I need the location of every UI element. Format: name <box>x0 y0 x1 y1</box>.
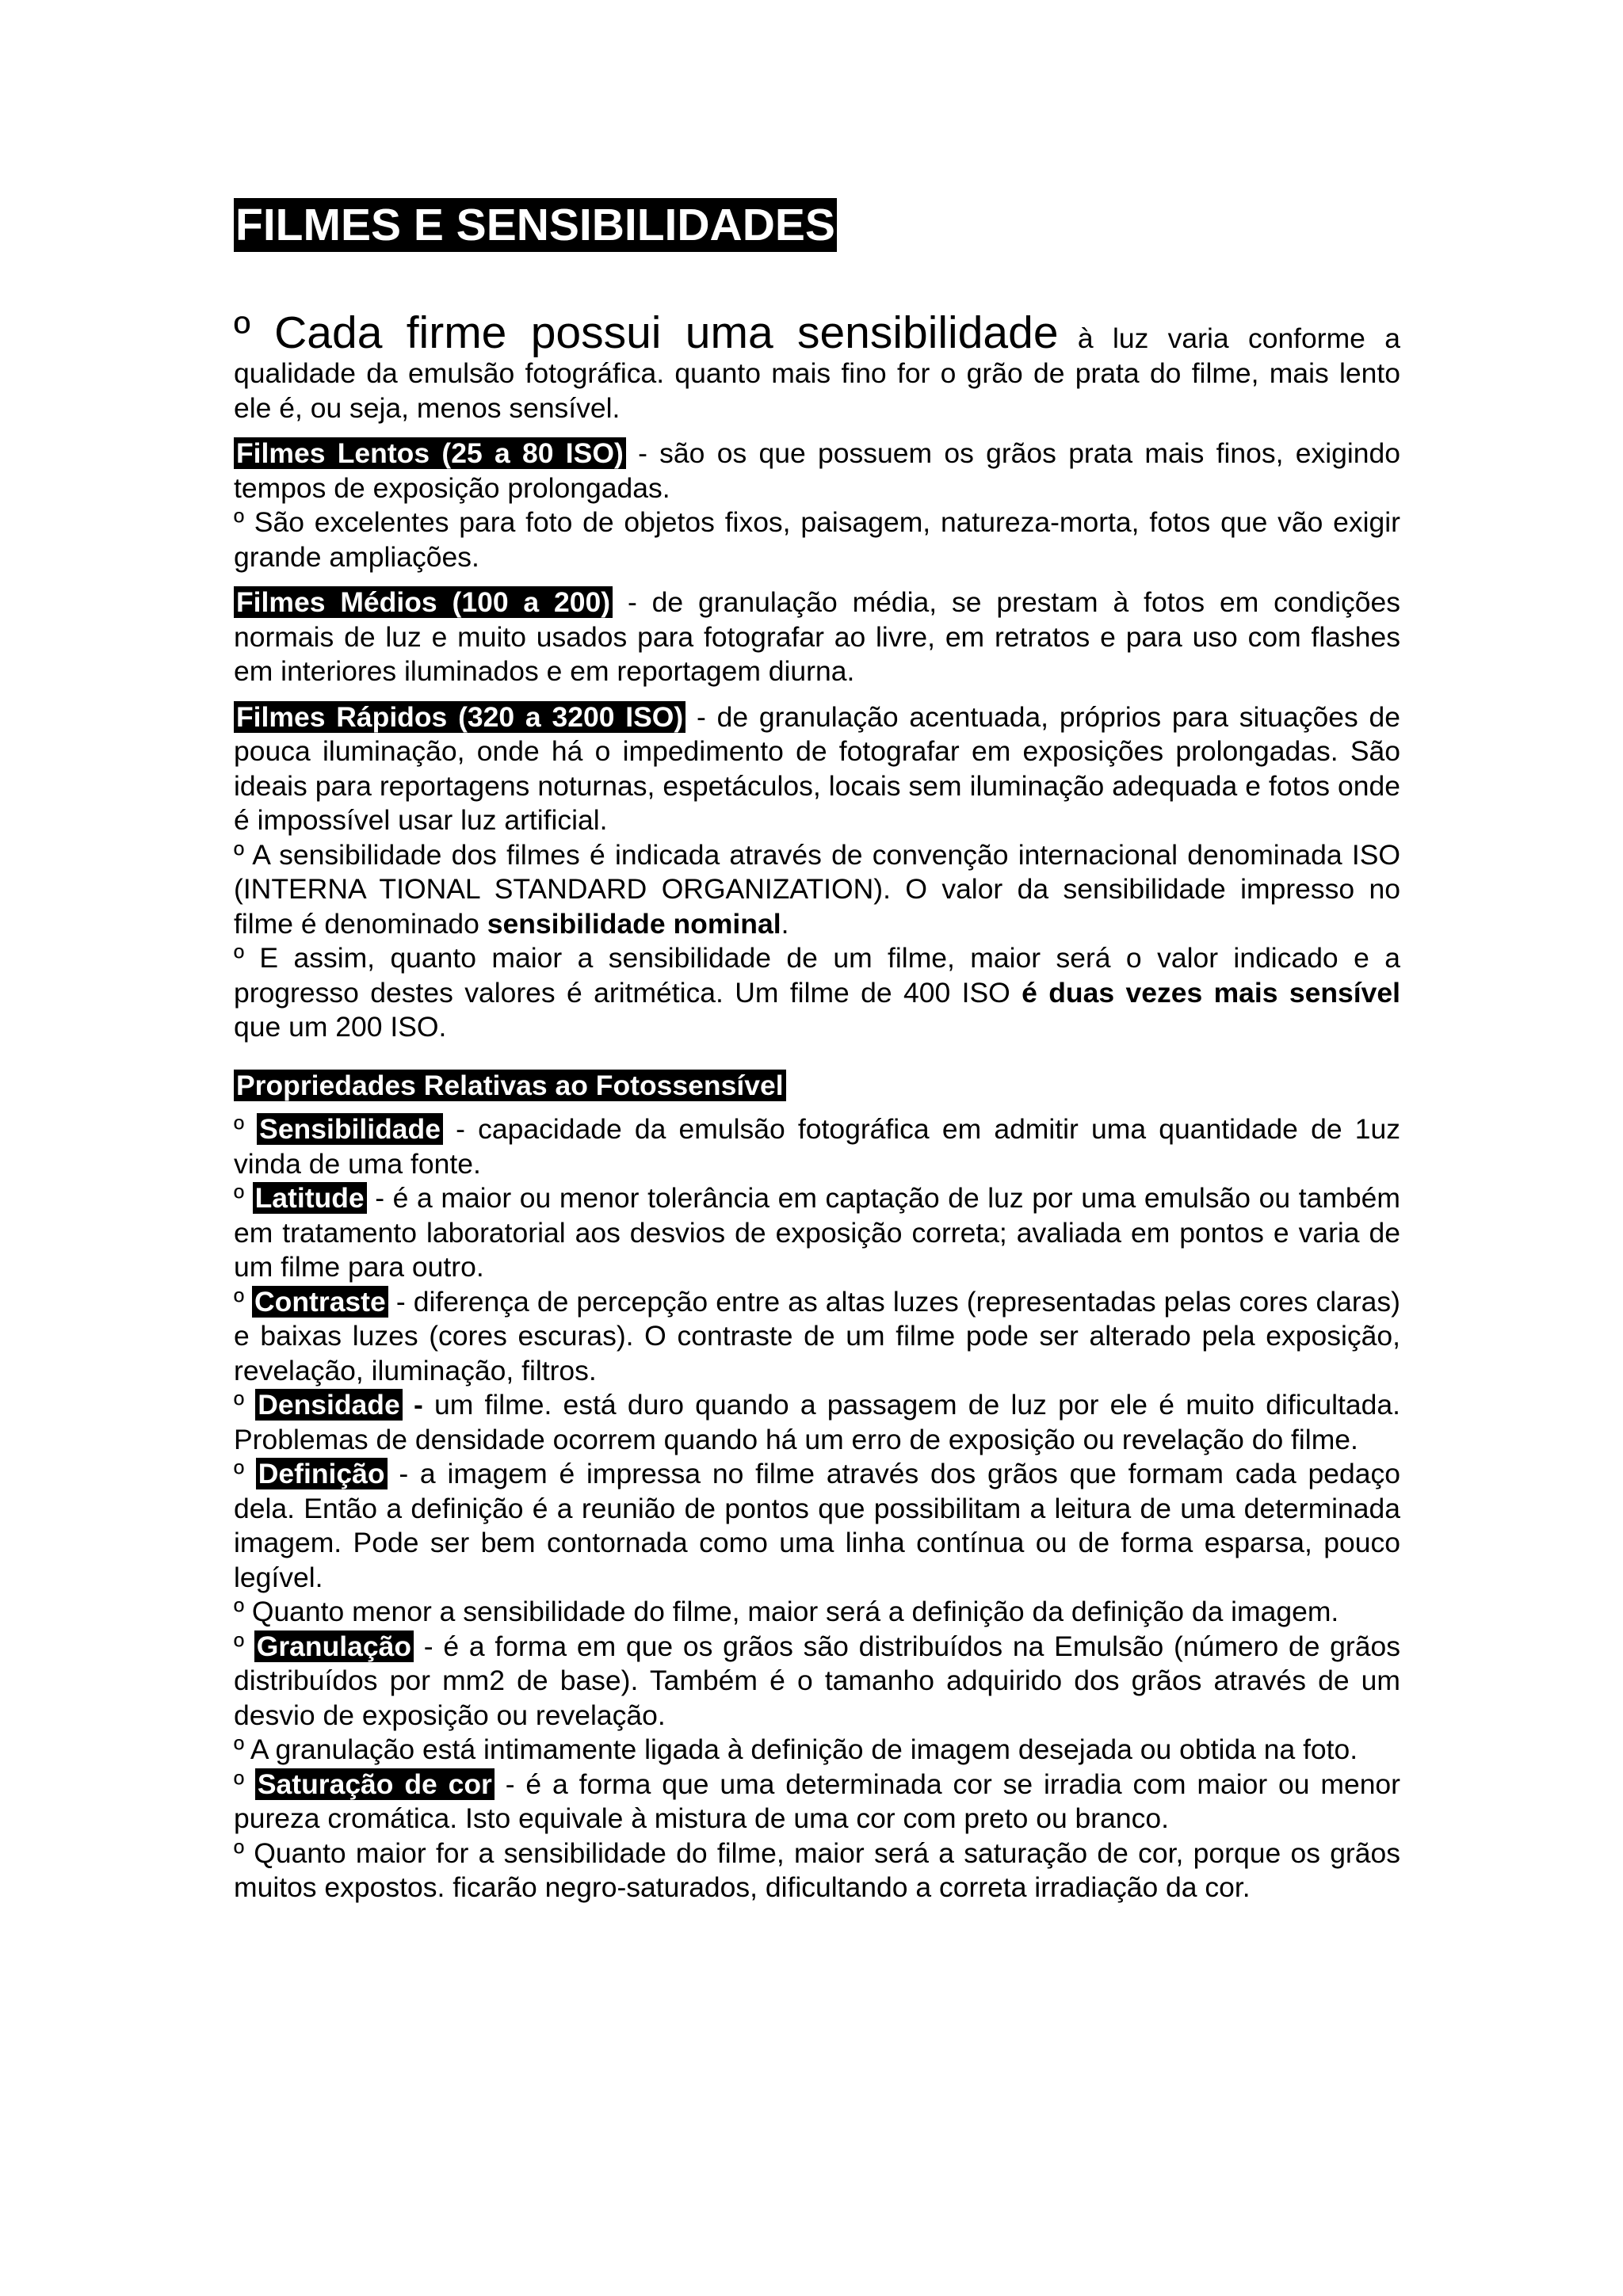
sensibilidade-text: - capacidade da emulsão fotográfica em admitir uma quantidade de 1uz vinda de uma fonte. <box>234 1113 1400 1180</box>
medios-text: - de granulação média, se prestam à fotos em condições normais de luz e muito usados para fotografar ao livre, em retratos e para uso com flashes em interiores iluminados e em reportagem diurna. <box>234 586 1400 687</box>
prop-definicao <box>234 1457 1400 1595</box>
lentos-text: - são os que possuem os grãos prata mais finos, exigindo tempos de exposição prolongadas. <box>234 437 1401 504</box>
assim-text: º E assim, quanto maior a sensibilidade de um filme, maior será o valor indicado e a progresso destes valores é aritmética. Um filme de 400 ISO <box>234 942 1400 1009</box>
iso-text: º A sensibilidade dos filmes é indicada através de convenção internacional denominada ISO (INTERNA TIONAL STANDARD ORGANIZATION). O valor da sensibilidade impresso no filme é denominado <box>234 838 1400 940</box>
iso-paragraph <box>234 838 1400 942</box>
assim-end: que um 200 ISO. <box>234 1011 447 1043</box>
saturacao-text: - é a forma que uma determinada cor se irradia com maior ou menor pureza cromática. Isto equivale à mistura de uma cor com preto ou branco. <box>234 1768 1400 1834</box>
prop-latitude <box>234 1181 1400 1285</box>
prop-saturacao <box>234 1768 1400 1836</box>
intro-text: à luz varia conforme a qualidade da emulsão fotográfica. quanto mais fino for o grão de prata do filme, mais lento ele é, ou seja, menos sensível. <box>234 322 1401 424</box>
granulacao-text: - é a forma em que os grãos são distribuídos na Emulsão (número de grãos distribuídos por mm2 de base). Também é o tamanho adquirido dos grãos através de um desvio de exposição ou revelação. <box>234 1630 1400 1731</box>
saturacao-note: º Quanto maior for a sensibilidade do filme, maior será a saturação de cor, porque os grãos muitos expostos. ficarão negro-saturados, dificultando a correta irradiação da cor. <box>234 1836 1400 1903</box>
contraste-label: Contraste <box>252 1286 388 1318</box>
latitude-text: - é a maior ou menor tolerância em captação de luz por uma emulsão ou também em tratamento laboratorial aos desvios de exposição correta; avaliada em pontos e varia de um filme para outro. <box>234 1182 1400 1283</box>
lentos-extra: º São excelentes para foto de objetos fixos, paisagem, natureza-morta, fotos que vão exigir grande ampliações. <box>234 506 1400 573</box>
contraste-text: - diferença de percepção entre as altas luzes (representadas pelas cores claras) e baixas luzes (cores escuras). O contraste de um filme pode ser alterado pela exposição, revelação, iluminação, filtros. <box>234 1285 1400 1386</box>
prop-mark: º <box>234 1768 255 1800</box>
saturacao-label: Saturação de cor <box>255 1768 495 1800</box>
densidade-dash: - <box>402 1389 434 1421</box>
intro-lead: Cada firme possui uma sensibilidade <box>274 307 1059 358</box>
densidade-label: Densidade <box>255 1389 403 1421</box>
lentos-label: Filmes Lentos (25 a 80 ISO) <box>234 437 626 469</box>
prop-sensibilidade <box>234 1112 1400 1181</box>
rapidos-text: - de granulação acentuada, próprios para situações de pouca iluminação, onde há o impedimento de fotografar em exposições prolongadas. São ideais para reportagens noturnas, espetáculos, locais sem iluminação adequada e fotos onde é impossível usar luz artificial. <box>234 700 1400 836</box>
medios-paragraph <box>234 585 1400 689</box>
prop-densidade <box>234 1388 1400 1457</box>
lentos-paragraph <box>234 437 1400 505</box>
prop-mark: º <box>234 1389 256 1421</box>
assim-bold: é duas vezes mais sensível <box>1022 976 1400 1009</box>
granulacao-label: Granulação <box>254 1630 414 1662</box>
granulacao-note: º A granulação está intimamente ligada à definição de imagem desejada ou obtida na foto. <box>234 1733 1358 1765</box>
title-row <box>234 198 1400 254</box>
densidade-text: um filme. está duro quando a passagem de luz por ele é muito dificultada. Problemas de densidade ocorrem quando há um erro de exposição ou revelação do filme. <box>234 1389 1400 1455</box>
prop-contraste <box>234 1285 1400 1389</box>
section-heading: Propriedades Relativas ao Fotossensível <box>234 1070 786 1101</box>
intro-paragraph <box>234 309 1400 425</box>
prop-mark: º <box>234 1113 258 1145</box>
prop-mark: º <box>234 1285 253 1318</box>
medios-label: Filmes Médios (100 a 200) <box>234 586 613 618</box>
section-heading-row <box>234 1069 1400 1104</box>
definicao-label: Definição <box>256 1458 388 1489</box>
definicao-text: - a imagem é impressa no filme através dos grãos que formam cada pedaço dela. Então a definição é a reunião de pontos que possibilitam a leitura de uma determinada imagem. Pode ser bem contornada como uma linha contínua ou de forma esparsa, pouco legível. <box>234 1458 1400 1593</box>
rapidos-label: Filmes Rápidos (320 a 3200 ISO) <box>234 701 685 733</box>
iso-end: . <box>781 907 789 940</box>
document-page <box>234 198 1400 1905</box>
prop-mark: º <box>234 1458 256 1489</box>
rapidos-paragraph <box>234 700 1400 838</box>
latitude-label: Latitude <box>253 1182 367 1214</box>
iso-bold: sensibilidade nominal <box>487 907 781 940</box>
definicao-note: º Quanto menor a sensibilidade do filme, maior será a definição da definição da imagem. <box>234 1596 1339 1627</box>
sensibilidade-label: Sensibilidade <box>257 1113 443 1145</box>
page-title: FILMES E SENSIBILIDADES <box>235 200 835 250</box>
prop-mark: º <box>234 1630 254 1662</box>
prop-mark: º <box>234 1182 253 1214</box>
prop-granulacao <box>234 1630 1400 1733</box>
intro-mark: º <box>234 307 250 358</box>
assim-paragraph <box>234 941 1400 1045</box>
